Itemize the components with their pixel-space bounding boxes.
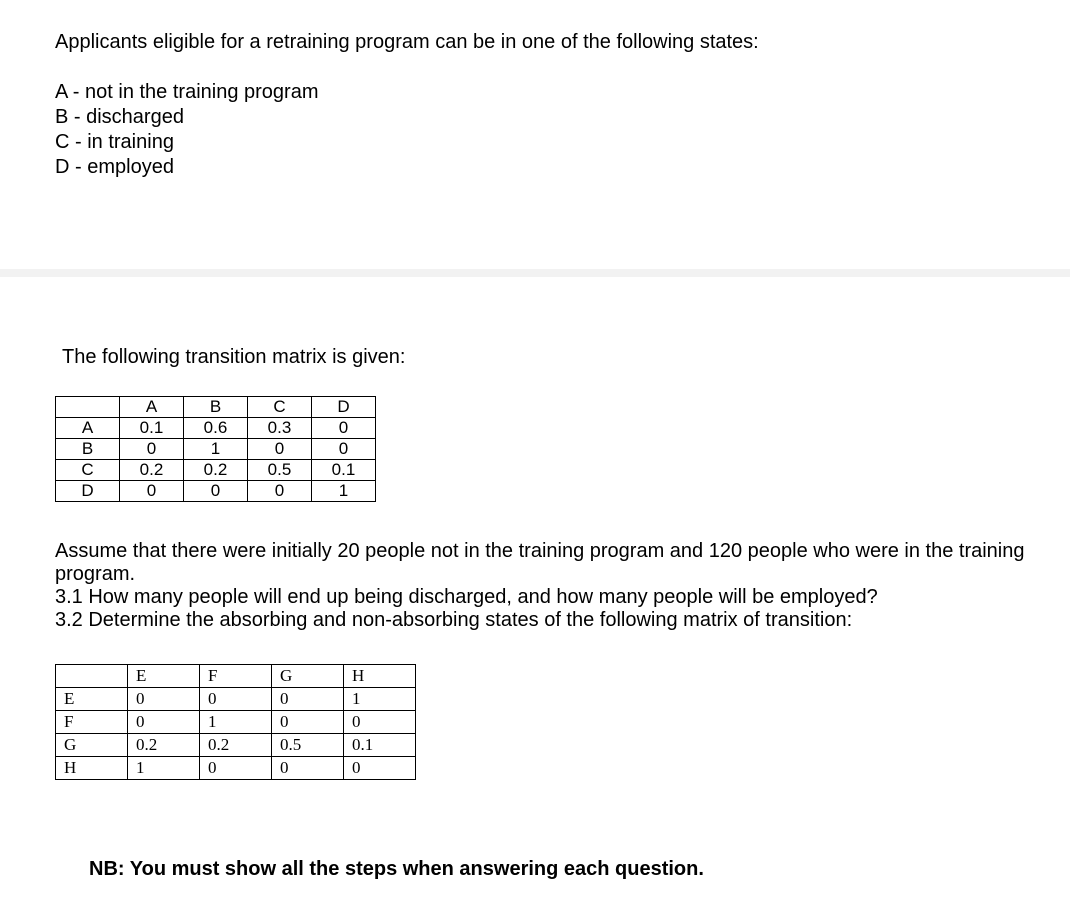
table-cell: 0.2 — [200, 734, 272, 757]
table-row — [56, 734, 416, 757]
table-cell: 0 — [184, 481, 248, 502]
table-header-cell: B — [184, 397, 248, 418]
table-cell: 0 — [120, 439, 184, 460]
table-cell: 0.1 — [344, 734, 416, 757]
table-row — [56, 688, 416, 711]
table-cell: 0 — [272, 688, 344, 711]
table-cell: 1 — [344, 688, 416, 711]
table-row — [56, 711, 416, 734]
table-header-cell: D — [312, 397, 376, 418]
row-label-cell: E — [56, 688, 128, 711]
state-item: D - employed — [55, 156, 174, 178]
table-cell: 1 — [200, 711, 272, 734]
states-list — [55, 80, 759, 180]
row-label-cell: A — [56, 418, 120, 439]
table-cell: 0.2 — [184, 460, 248, 481]
row-label-cell: C — [56, 460, 120, 481]
transition-matrix-1 — [55, 396, 376, 502]
table-cell: 0 — [312, 418, 376, 439]
table-header-cell: E — [128, 665, 200, 688]
table-cell: 0.5 — [272, 734, 344, 757]
table-cell: 0 — [312, 439, 376, 460]
table-cell: 0.1 — [120, 418, 184, 439]
table-cell: 0 — [120, 481, 184, 502]
table-cell: 0 — [128, 711, 200, 734]
table-header-row — [56, 665, 416, 688]
table-cell: 0 — [248, 481, 312, 502]
table-cell: 0.6 — [184, 418, 248, 439]
table-cell: 0.1 — [312, 460, 376, 481]
table-cell: 0 — [272, 757, 344, 780]
row-label-cell: F — [56, 711, 128, 734]
table-header-cell — [56, 665, 128, 688]
table-header-row — [56, 397, 376, 418]
row-label-cell: H — [56, 757, 128, 780]
table-cell: 0.5 — [248, 460, 312, 481]
intro-section — [55, 30, 759, 180]
table-cell: 0 — [200, 688, 272, 711]
table-header-cell: H — [344, 665, 416, 688]
row-label-cell: G — [56, 734, 128, 757]
row-label-cell: B — [56, 439, 120, 460]
table-row — [56, 757, 416, 780]
table-cell: 1 — [184, 439, 248, 460]
row-label-cell: D — [56, 481, 120, 502]
table-cell: 0.2 — [128, 734, 200, 757]
matrix-intro: The following transition matrix is given: — [62, 346, 406, 368]
table-cell: 0.2 — [120, 460, 184, 481]
table-row — [56, 460, 376, 481]
table-cell: 0 — [128, 688, 200, 711]
section-divider — [0, 269, 1070, 277]
table-cell: 0 — [248, 439, 312, 460]
table-cell: 0 — [200, 757, 272, 780]
question-3-2: 3.2 Determine the absorbing and non-absorbing states of the following matrix of transition: — [55, 609, 853, 631]
table-cell: 0.3 — [248, 418, 312, 439]
table-row — [56, 418, 376, 439]
table-cell: 0 — [344, 757, 416, 780]
table-row — [56, 439, 376, 460]
table-header-cell — [56, 397, 120, 418]
table-header-cell: G — [272, 665, 344, 688]
intro-text: Applicants eligible for a retraining program can be in one of the following states: — [55, 31, 759, 53]
question-section — [55, 540, 1055, 632]
state-item: B - discharged — [55, 106, 184, 128]
table-cell: 1 — [312, 481, 376, 502]
table-header-cell: C — [248, 397, 312, 418]
state-item: A - not in the training program — [55, 81, 319, 103]
state-item: C - in training — [55, 131, 174, 153]
question-3-1: 3.1 How many people will end up being discharged, and how many people will be employed? — [55, 586, 878, 608]
assumption-text: Assume that there were initially 20 people not in the training program and 120 people who were in the training program. — [55, 540, 1025, 585]
table-header-cell: A — [120, 397, 184, 418]
table-cell: 1 — [128, 757, 200, 780]
table-row — [56, 481, 376, 502]
table-cell: 0 — [344, 711, 416, 734]
transition-matrix-2 — [55, 664, 416, 780]
table-cell: 0 — [272, 711, 344, 734]
instruction-note: NB: You must show all the steps when answering each question. — [89, 858, 704, 880]
table-header-cell: F — [200, 665, 272, 688]
